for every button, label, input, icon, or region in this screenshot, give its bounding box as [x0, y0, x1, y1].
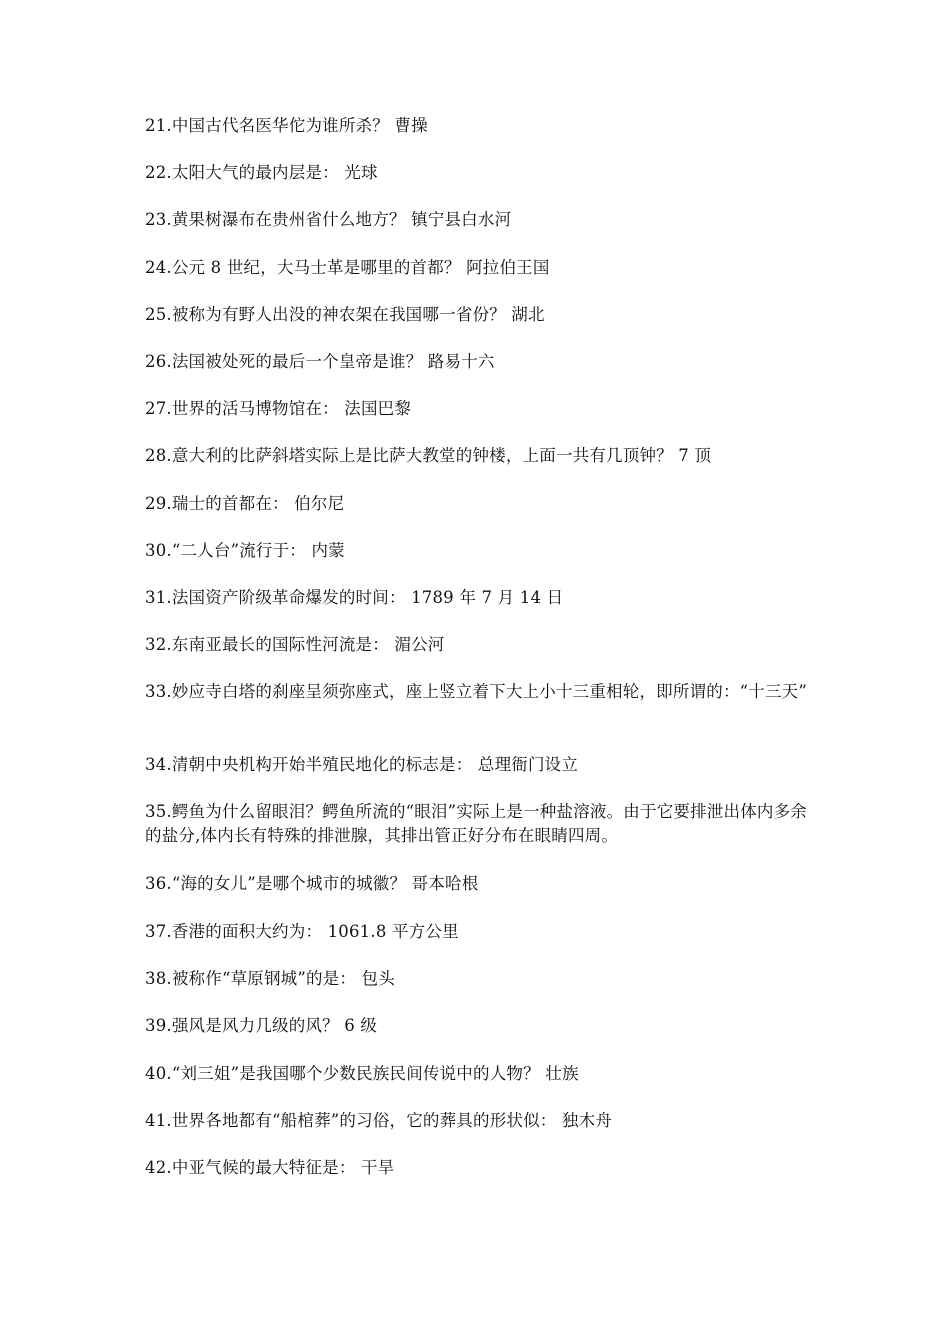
question-25: 25.被称为有野人出没的神农架在我国哪一省份？ 湖北: [145, 305, 545, 324]
question-36: 36.“海的女儿”是哪个城市的城徽？ 哥本哈根: [145, 874, 479, 893]
question-23: 23.黄果树瀑布在贵州省什么地方？ 镇宁县白水河: [145, 210, 512, 229]
question-26: 26.法国被处死的最后一个皇帝是谁？ 路易十六: [145, 352, 495, 371]
question-27: 27.世界的活马博物馆在： 法国巴黎: [145, 399, 412, 418]
question-21: 21.中国古代名医华佗为谁所杀？ 曹操: [145, 116, 428, 135]
question-28: 28.意大利的比萨斜塔实际上是比萨大教堂的钟楼，上面一共有几顶钟？ 7 顶: [145, 446, 712, 465]
question-39: 39.强风是风力几级的风？ 6 级: [145, 1016, 378, 1035]
question-31: 31.法国资产阶级革命爆发的时间： 1789 年 7 月 14 日: [145, 588, 564, 607]
question-29: 29.瑞士的首都在： 伯尔尼: [145, 494, 345, 513]
question-33: 33.妙应寺白塔的刹座呈须弥座式，座上竖立着下大上小十三重相轮，即所谓的：“十三天”: [145, 682, 808, 701]
question-22: 22.太阳大气的最内层是： 光球: [145, 163, 378, 182]
question-40: 40.“刘三姐”是我国哪个少数民族民间传说中的人物？ 壮族: [145, 1064, 579, 1083]
question-38: 38.被称作“草原钢城”的是： 包头: [145, 969, 395, 988]
question-34: 34.清朝中央机构开始半殖民地化的标志是： 总理衙门设立: [145, 755, 579, 774]
question-42: 42.中亚气候的最大特征是： 干旱: [145, 1158, 395, 1177]
question-24: 24.公元 8 世纪，大马士革是哪里的首都？ 阿拉伯王国: [145, 258, 550, 277]
question-37: 37.香港的面积大约为： 1061.8 平方公里: [145, 922, 459, 941]
question-32: 32.东南亚最长的国际性河流是： 湄公河: [145, 635, 445, 654]
question-35: 35.鳄鱼为什么留眼泪？鳄鱼所流的“眼泪”实际上是一种盐溶液。由于它要排泄出体内多余的盐分,体内长有特殊的排泄腺，其排出管正好分布在眼睛四周。: [145, 802, 808, 845]
question-30: 30.“二人台”流行于： 内蒙: [145, 541, 345, 560]
question-41: 41.世界各地都有“船棺葬”的习俗，它的葬具的形状似： 独木舟: [145, 1111, 613, 1130]
